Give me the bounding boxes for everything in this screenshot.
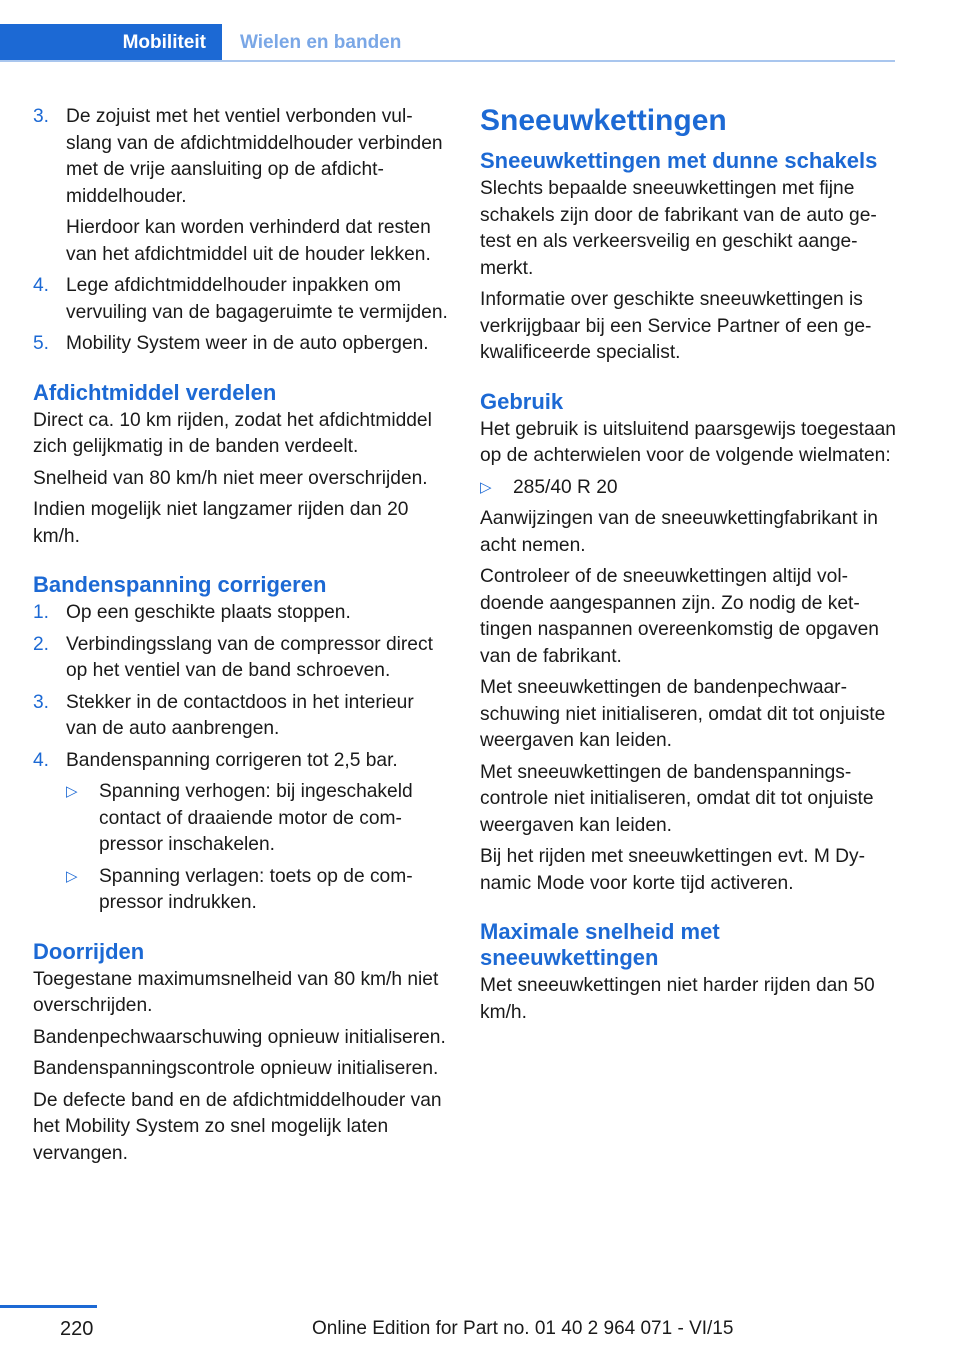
page-number: 220 bbox=[60, 1318, 94, 1340]
triangle-right-icon: ▷ bbox=[66, 867, 78, 885]
bullet-item bbox=[480, 475, 896, 502]
footer-divider bbox=[0, 1305, 97, 1308]
list-number: 1. bbox=[33, 602, 50, 623]
list-number: 4. bbox=[33, 275, 50, 296]
paragraph: Met sneeuwkettingen de bandenspanningscontrole niet initialiseren, omdat dit tot onjuiste weergaven kan leiden. bbox=[480, 761, 874, 836]
section-title-afdichtmiddel: Afdichtmiddel verdelen bbox=[33, 379, 277, 405]
bullet-item bbox=[66, 864, 449, 917]
paragraph: Bandenpechwaarschuwing opnieuw initialiseren. bbox=[33, 1026, 446, 1048]
right-column bbox=[480, 104, 896, 1031]
list-item bbox=[33, 104, 449, 268]
bullet-item bbox=[66, 779, 449, 859]
list-text: De zojuist met het ventiel verbonden vulslang van de afdichtmiddelhouder verbinden met de vrije aansluiting op de afdichtmiddelhouder. bbox=[66, 106, 443, 207]
paragraph: Controleer of de sneeuwkettingen altijd voldoende aangespannen zijn. Zo nodig de kettingen naspannen overeenkomstig de opgaven van de fabrikant. bbox=[480, 566, 879, 667]
list-number: 3. bbox=[33, 691, 50, 713]
paragraph: Informatie over geschikte sneeuwkettingen is verkrijgbaar bij een Service Partner of een gekwalificeerde specialist. bbox=[480, 289, 872, 363]
list-number: 4. bbox=[33, 749, 50, 771]
list-subtext: Hierdoor kan worden verhinderd dat resten van het afdichtmiddel uit de houder lekken. bbox=[66, 217, 431, 265]
paragraph: Indien mogelijk niet langzamer rijden dan 20 km/h. bbox=[33, 499, 409, 547]
paragraph: Snelheid van 80 km/h niet meer overschrijden. bbox=[33, 467, 428, 489]
section-title-bandenspanning: Bandenspanning corrigeren bbox=[33, 572, 327, 597]
paragraph: De defecte band en de afdichtmiddelhouder van het Mobility System zo snel mogelijk laten vervangen. bbox=[33, 1089, 442, 1164]
paragraph: Aanwijzingen van de sneeuwkettingfabrikant in acht nemen. bbox=[480, 508, 878, 556]
tab-wielen-en-banden[interactable]: Wielen en banden bbox=[240, 32, 402, 53]
paragraph: Direct ca. 10 km rijden, zodat het afdichtmiddel zich gelijkmatig in de banden verdeelt. bbox=[33, 409, 432, 457]
triangle-right-icon: ▷ bbox=[66, 783, 78, 800]
paragraph: Het gebruik is uitsluitend paarsgewijs toegestaan op de achterwielen voor de volgende wielmaten: bbox=[480, 418, 896, 466]
paragraph: Met sneeuwkettingen niet harder rijden dan 50 km/h. bbox=[480, 975, 875, 1023]
list-item bbox=[33, 690, 449, 743]
list-text: Verbindingsslang van de compressor direct op het ventiel van de band schroeven. bbox=[66, 633, 433, 681]
list-item bbox=[33, 632, 449, 685]
triangle-right-icon: ▷ bbox=[480, 478, 492, 496]
section-title-doorrijden: Doorrijden bbox=[33, 938, 145, 964]
section-title-gebruik: Gebruik bbox=[480, 388, 564, 414]
paragraph: Slechts bepaalde sneeuwkettingen met fijne schakels zijn door de fabrikant van de auto getest en als verkeersveilig en geschikt aangemerkt. bbox=[480, 178, 877, 279]
chapter-title-sneeuwkettingen: Sneeuwkettingen bbox=[480, 104, 727, 137]
paragraph: Bandenspanningscontrole opnieuw initialiseren. bbox=[33, 1058, 439, 1079]
paragraph: Met sneeuwkettingen de bandenpechwaarschuwing niet initialiseren, omdat dit tot onjuiste weergaven kan leiden. bbox=[480, 677, 886, 751]
section-title-dunne-schakels: Sneeuwkettingen met dunne schakels bbox=[480, 148, 878, 173]
tab-mobiliteit[interactable]: Mobiliteit bbox=[0, 24, 222, 62]
left-column bbox=[33, 104, 449, 1172]
list-item bbox=[33, 331, 449, 358]
list-number: 5. bbox=[33, 333, 50, 354]
list-text: Op een geschikte plaats stoppen. bbox=[66, 602, 351, 623]
edition-text: Online Edition for Part no. 01 40 2 964 071 - VI/15 bbox=[312, 1318, 734, 1339]
list-number: 2. bbox=[33, 633, 50, 655]
bullet-text: Spanning verlagen: toets op de compressor indrukken. bbox=[99, 865, 413, 913]
page-header bbox=[0, 0, 895, 62]
header-divider bbox=[0, 60, 895, 62]
list-text: Lege afdichtmiddelhouder inpakken om vervuiling van de bagageruimte te vermijden. bbox=[66, 275, 448, 323]
paragraph: Bij het rijden met sneeuwkettingen evt. M Dynamic Mode voor korte tijd activeren. bbox=[480, 846, 865, 894]
paragraph: Toegestane maximumsnelheid van 80 km/h niet overschrijden. bbox=[33, 968, 439, 1016]
list-item bbox=[33, 748, 449, 917]
list-text: Stekker in de contactdoos in het interieur van de auto aanbrengen. bbox=[66, 691, 414, 739]
bullet-text: 285/40 R 20 bbox=[513, 476, 618, 498]
list-text: Mobility System weer in de auto opbergen. bbox=[66, 333, 429, 354]
list-number: 3. bbox=[33, 106, 50, 127]
section-title-maximale-snelheid: Maximale snelheid met sneeuwkettingen bbox=[480, 919, 720, 970]
bullet-text: Spanning verhogen: bij ingeschakeld contact of draaiende motor de compressor inschakelen. bbox=[99, 781, 413, 855]
list-item bbox=[33, 600, 449, 627]
list-item bbox=[33, 273, 449, 326]
list-text: Bandenspanning corrigeren tot 2,5 bar. bbox=[66, 749, 398, 771]
